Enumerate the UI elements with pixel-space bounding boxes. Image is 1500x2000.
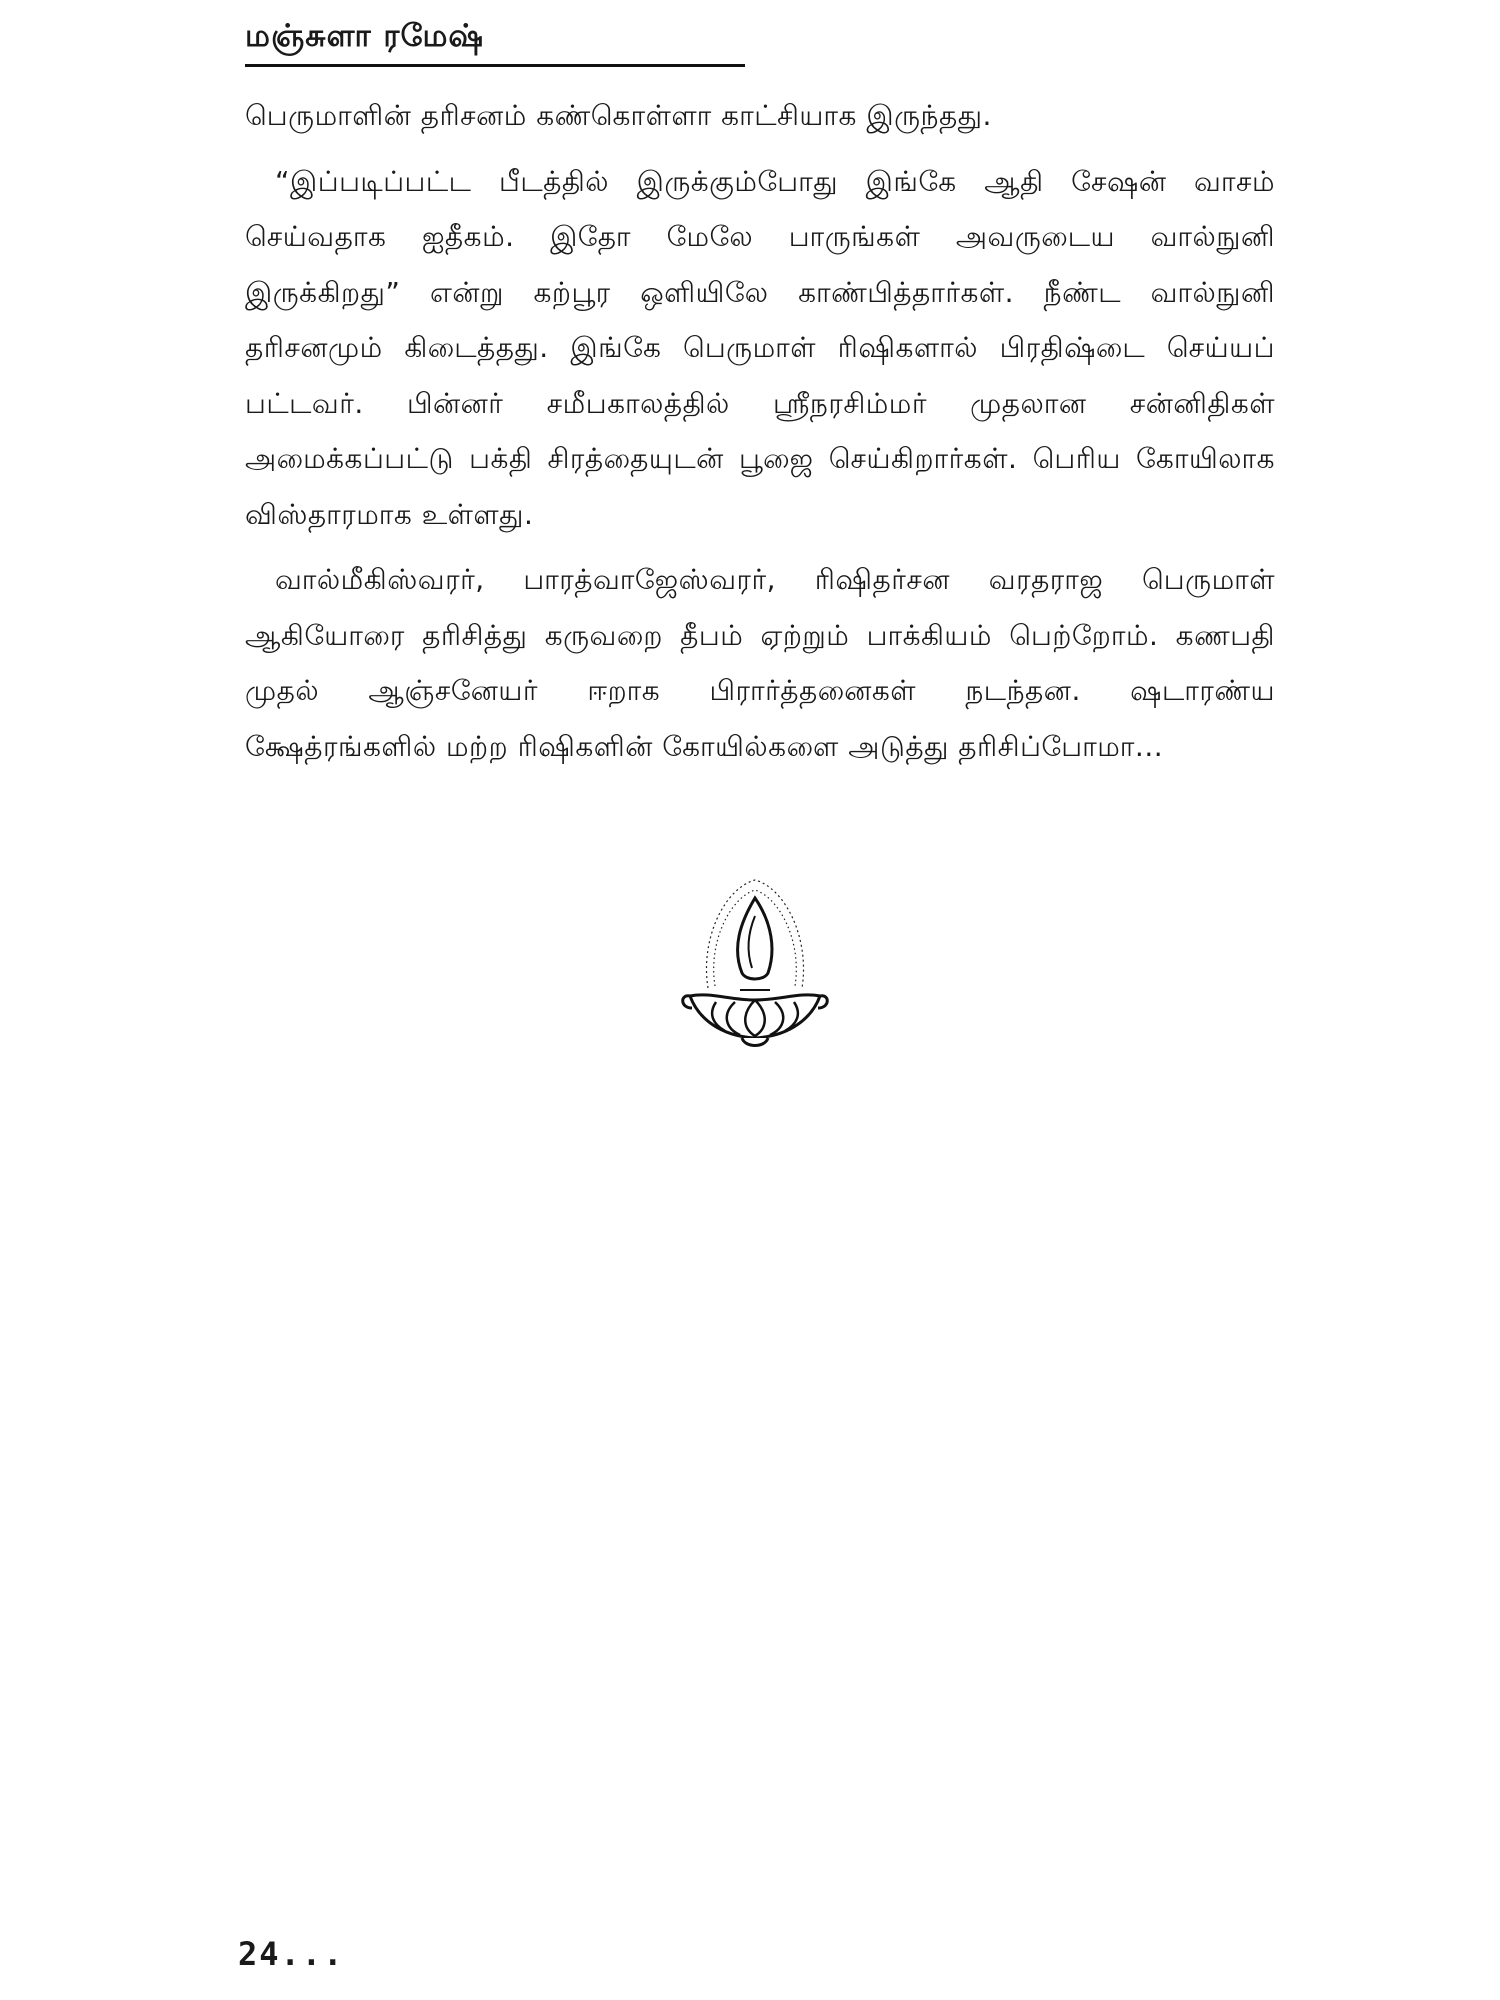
oil-lamp-icon <box>680 868 830 1058</box>
body-text <box>245 88 1275 784</box>
running-head-author: மஞ்சுளா ரமேஷ் <box>245 18 745 67</box>
paragraph-3: வால்மீகிஸ்வரர், பாரத்வாஜேஸ்வரர், ரிஷிதர்சன வரதராஜ பெருமாள் ஆகியோரை தரிசித்து கருவறை தீபம் ஏற்றும் பாக்கியம் பெற்றோம். கணபதி முதல் ஆஞ்சனேயர் ஈறாக பிரார்த்தனைகள் நடந்தன. ஷடாரண்ய க்ஷேத்ரங்களில் மற்ற ரிஷிகளின் கோயில்களை அடுத்து தரிசிப்போமா... <box>245 563 1275 763</box>
page-number: 24... <box>238 1935 345 1973</box>
paragraph-2: “இப்படிப்பட்ட பீடத்தில் இருக்கும்போது இங்கே ஆதி சேஷன் வாசம் செய்வதாக ஐதீகம். இதோ மேலே பாருங்கள் அவருடைய வால்நுனி இருக்கிறது” என்று கற்பூர ஒளியிலே காண்பித்தார்கள். நீண்ட வால்நுனி தரிசனமும் கிடைத்தது. இங்கே பெருமாள் ரிஷிகளால் பிரதிஷ்டை செய்யப் பட்டவர். பின்னர் சமீபகாலத்தில் ஸ்ரீநரசிம்மர் முதலான சன்னிதிகள் அமைக்கப்பட்டு பக்தி சிரத்தையுடன் பூஜை செய்கிறார்கள். பெரிய கோயிலாக விஸ்தாரமாக உள்ளது. <box>245 164 1275 531</box>
paragraph-1: பெருமாளின் தரிசனம் கண்கொள்ளா காட்சியாக இருந்தது. <box>245 99 992 132</box>
